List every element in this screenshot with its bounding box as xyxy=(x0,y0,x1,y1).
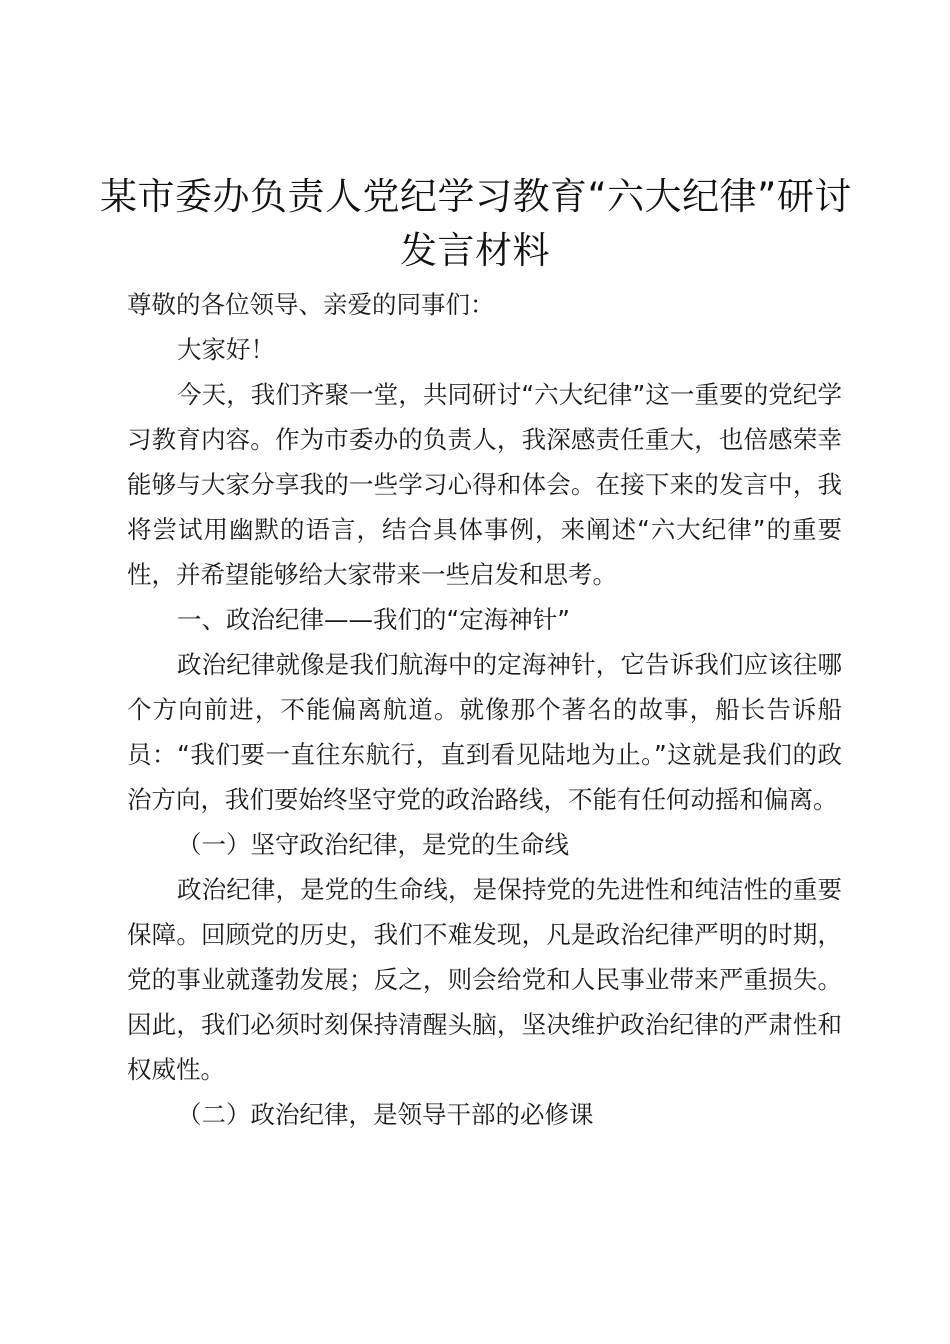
greeting: 大家好！ xyxy=(177,335,275,364)
subsection-2-heading: （二）政治纪律，是领导干部的必修课 xyxy=(177,1100,594,1129)
title-line-2: 发言材料 xyxy=(400,229,550,272)
section-1-paragraph: 政治纪律就像是我们航海中的定海神针，它告诉我们应该往哪个方向前进，不能偏离航道。就像那个著名的故事，船长告诉船员：“我们要一直往东航行，直到看见陆地为止。”这就是我们的政治方向，我们要始终坚守党的政治路线，不能有任何动摇和偏离。 xyxy=(127,650,842,814)
subsection-1-heading: （一）坚守政治纪律，是党的生命线 xyxy=(177,830,569,859)
subsection-1-paragraph: 政治纪律，是党的生命线，是保持党的先进性和纯洁性的重要保障。回顾党的历史，我们不难发现，凡是政治纪律严明的时期，党的事业就蓬勃发展；反之，则会给党和人民事业带来严重损失。因此，我们必须时刻保持清醒头脑，坚决维护政治纪律的严肃性和权威性。 xyxy=(127,875,842,1084)
intro-paragraph: 今天，我们齐聚一堂，共同研讨“六大纪律”这一重要的党纪学习教育内容。作为市委办的负责人，我深感责任重大，也倍感荣幸能够与大家分享我的一些学习心得和体会。在接下来的发言中，我将尝试用幽默的语言，结合具体事例，来阐述“六大纪律”的重要性，并希望能够给大家带来一些启发和思考。 xyxy=(127,380,842,589)
document-body xyxy=(127,282,842,1137)
salutation: 尊敬的各位领导、亲爱的同事们： xyxy=(127,290,495,319)
title-line-1: 某市委办负责人党纪学习教育“六大纪律”研讨 xyxy=(100,175,852,218)
document-title xyxy=(100,170,850,278)
section-1-heading: 一、政治纪律——我们的“定海神针” xyxy=(177,605,570,634)
